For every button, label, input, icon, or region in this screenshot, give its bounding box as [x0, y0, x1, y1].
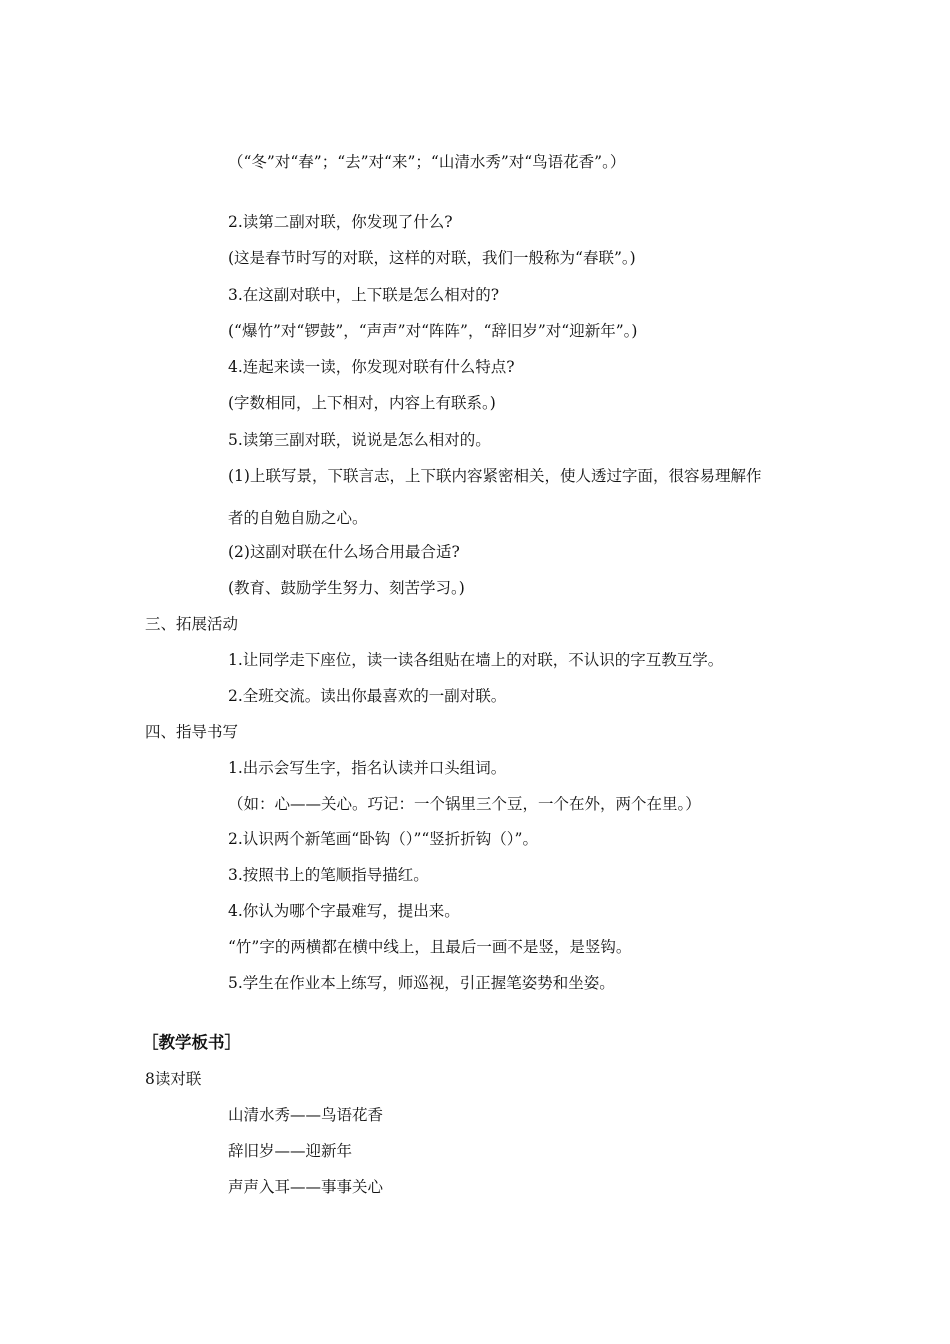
answer-text: (“爆竹”对“锣鼓”，“声声”对“阵阵”，“辞旧岁”对“迎新年”。) — [228, 322, 638, 340]
section-heading: 四、指导书写 — [145, 723, 239, 741]
step-text: 4.你认为哪个字最难写，提出来。 — [228, 902, 460, 920]
step-text: 1.出示会写生字，指名认读并口头组词。 — [228, 759, 507, 777]
answer-text: 者的自勉自励之心。 — [228, 509, 368, 527]
question-text: 2.读第二副对联，你发现了什么? — [228, 213, 453, 231]
section-heading: 三、拓展活动 — [145, 615, 239, 633]
step-text: 5.学生在作业本上练写，师巡视，引正握笔姿势和坐姿。 — [228, 974, 615, 992]
step-text: 1.让同学走下座位，读一读各组贴在墙上的对联，不认识的字互教互学。 — [228, 651, 724, 669]
step-text: 2.全班交流。读出你最喜欢的一副对联。 — [228, 687, 507, 705]
step-text: 3.按照书上的笔顺指导描红。 — [228, 866, 429, 884]
answer-text: (1)上联写景，下联言志，上下联内容紧密相关，使人透过字面，很容易理解作 — [228, 467, 762, 485]
question-text: (2)这副对联在什么场合用最合适? — [228, 543, 460, 561]
example-text: （如：心——关心。巧记：一个锅里三个豆，一个在外，两个在里。） — [228, 795, 701, 813]
board-heading: ［教学板书］ — [142, 1033, 241, 1052]
answer-text: (字数相同，上下相对，内容上有联系。) — [228, 394, 496, 412]
step-text: 2.认识两个新笔画“卧钩（）”“竖折折钩（）”。 — [228, 830, 538, 848]
board-title: 8读对联 — [145, 1070, 202, 1088]
board-line: 辞旧岁——迎新年 — [228, 1142, 353, 1160]
answer-text: （“冬”对“春”；“去”对“来”；“山清水秀”对“鸟语花香”。） — [228, 153, 626, 171]
answer-text: (这是春节时写的对联，这样的对联，我们一般称为“春联”。) — [228, 249, 636, 267]
answer-text: (教育、鼓励学生努力、刻苦学习。) — [228, 579, 465, 597]
question-text: 4.连起来读一读，你发现对联有什么特点? — [228, 358, 515, 376]
note-text: “竹”字的两横都在横中线上，且最后一画不是竖，是竖钩。 — [228, 938, 632, 956]
question-text: 3.在这副对联中，上下联是怎么相对的? — [228, 286, 500, 304]
board-line: 声声入耳——事事关心 — [228, 1178, 384, 1196]
question-text: 5.读第三副对联，说说是怎么相对的。 — [228, 431, 491, 449]
board-line: 山清水秀——鸟语花香 — [228, 1106, 384, 1124]
